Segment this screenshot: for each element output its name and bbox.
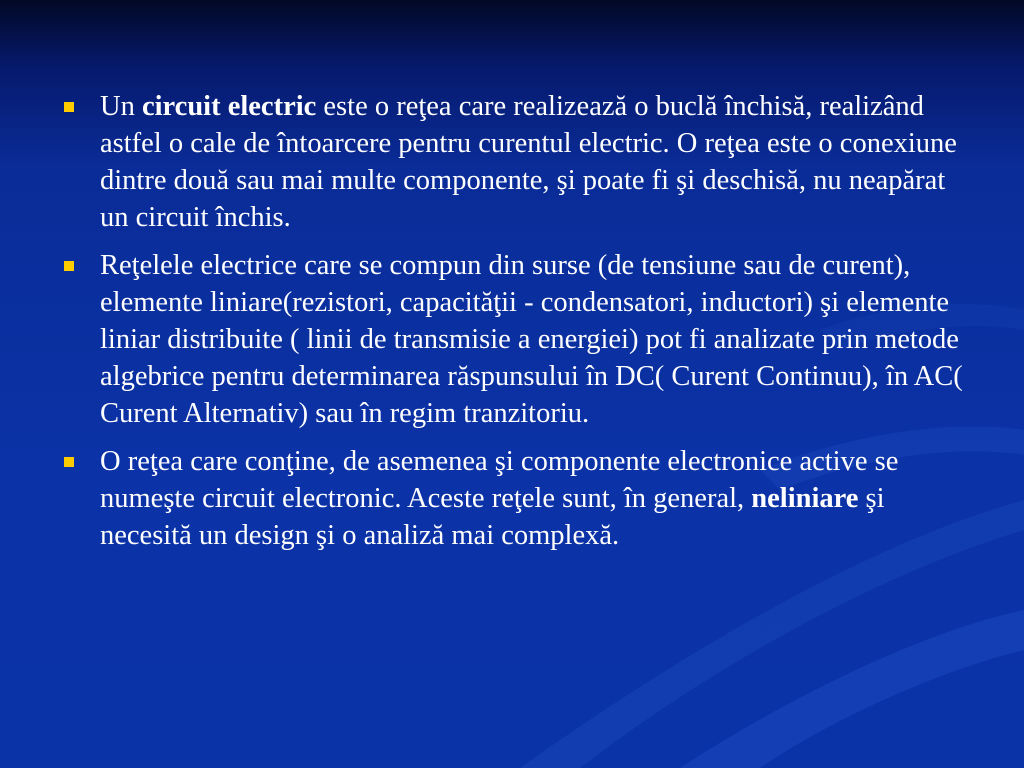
bullet-3-bold-term: neliniare: [751, 483, 859, 514]
square-bullet-icon: [64, 261, 74, 271]
bullet-3-text-run-3: şi necesită un design şi o analiză mai complexă.: [100, 483, 885, 551]
bullet-list: [64, 88, 974, 565]
square-bullet-icon: [64, 457, 74, 467]
bullet-item-3: [64, 443, 970, 554]
bullet-1-text-run-1: Un: [100, 91, 142, 122]
bullet-1-text-run-3: este o reţea care realizează o buclă închisă, realizând astfel o cale de întoarcere pentru curentul electric. O reţea este o conexiune dintre două sau mai multe componente, şi poate fi şi deschisă, nu neapărat un circuit închis.: [100, 91, 957, 233]
bullet-item-2: [64, 247, 970, 432]
bullet-3-text-run-1: O reţea care conţine, de asemenea şi componente electronice active se numeşte circuit electronic. Aceste reţele sunt, în general,: [100, 446, 899, 514]
bullet-2-text: Reţelele electrice care se compun din surse (de tensiune sau de curent), elemente liniare(rezistori, capacităţii - condensatori, inductori) şi elemente liniar distribuite ( linii de transmisie a energiei) pot fi analizate prin metode algebrice pentru determinarea răspunsului în DC( Curent Continuu), în AC( Curent Alternativ) sau în regim tranzitoriu.: [100, 250, 963, 429]
square-bullet-icon: [64, 102, 74, 112]
bullet-item-1: [64, 88, 970, 236]
bullet-1-bold-term: circuit electric: [141, 91, 317, 122]
